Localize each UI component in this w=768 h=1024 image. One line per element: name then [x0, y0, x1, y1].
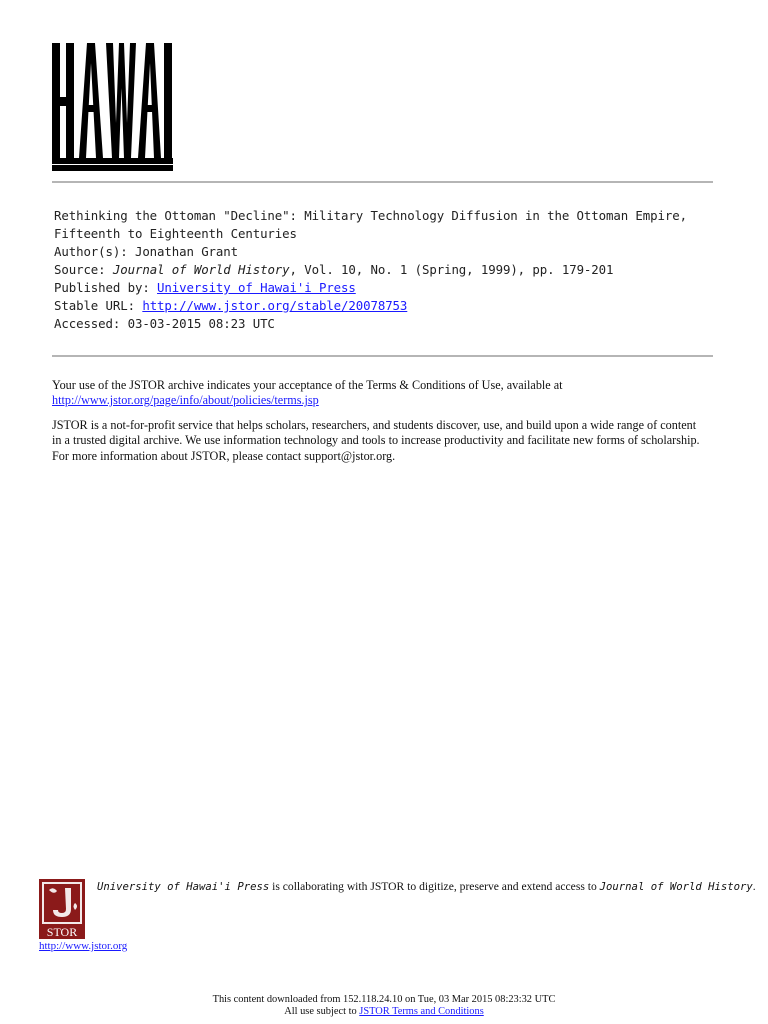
article-title-line-1: Rethinking the Ottoman "Decline": Military Technology Diffusion in the Ottoman Empire,	[54, 208, 687, 223]
download-info: This content downloaded from 152.118.24.10 on Tue, 03 Mar 2015 08:23:32 UTC	[212, 994, 556, 1005]
terms-footer-line	[0, 1006, 768, 1018]
terms-footer-prefix: All use subject to	[284, 1006, 360, 1017]
terms-notice	[52, 378, 722, 473]
top-divider	[52, 181, 713, 183]
source-details: , Vol. 10, No. 1 (Spring, 1999), pp. 179-201	[289, 262, 614, 277]
article-publisher	[54, 279, 724, 297]
publisher-link[interactable]: University of Hawai'i Press	[157, 280, 356, 295]
stable-url-link[interactable]: http://www.jstor.org/stable/20078753	[142, 298, 408, 313]
article-metadata	[54, 207, 724, 333]
jstor-about-line-2: in a trusted digital archive. We use information technology and tools to increase productivity and facilitate new forms of scholarship.	[52, 433, 700, 448]
collab-end: .	[752, 880, 756, 893]
university-hawaii-press-logo	[52, 43, 173, 171]
collab-middle-text: is collaborating with JSTOR to digitize, preserve and extend access to	[269, 880, 600, 893]
article-source	[54, 261, 724, 279]
terms-acceptance-text: Your use of the JSTOR archive indicates your acceptance of the Terms & Conditions of Use, available at	[52, 378, 563, 392]
jstor-about-line-3: For more information about JSTOR, please contact support@jstor.org.	[52, 448, 396, 463]
collaboration-statement	[97, 880, 756, 893]
jstor-terms-link[interactable]: JSTOR Terms and Conditions	[359, 1006, 484, 1017]
terms-link[interactable]: http://www.jstor.org/page/info/about/policies/terms.jsp	[52, 393, 319, 408]
collab-journal: Journal of World History	[599, 881, 753, 893]
jstor-home-link[interactable]: http://www.jstor.org	[39, 940, 128, 952]
download-footer	[0, 994, 768, 1018]
source-journal: Journal of World History	[112, 262, 290, 277]
article-title-line-2: Fifteenth to Eighteenth Centuries	[54, 226, 297, 241]
svg-text:STOR: STOR	[46, 925, 78, 939]
article-stable-url	[54, 297, 724, 315]
collab-publisher: University of Hawai'i Press	[97, 881, 270, 893]
article-author: Author(s): Jonathan Grant	[54, 244, 238, 259]
middle-divider	[52, 355, 713, 357]
stable-url-label: Stable URL:	[54, 298, 143, 313]
published-label: Published by:	[54, 280, 158, 295]
jstor-about-line-1: JSTOR is a not-for-profit service that helps scholars, researchers, and students discover, use, and build upon a wide range of content	[52, 417, 697, 432]
source-label: Source:	[54, 262, 113, 277]
article-accessed: Accessed: 03-03-2015 08:23 UTC	[54, 316, 275, 331]
jstor-logo	[39, 879, 85, 939]
